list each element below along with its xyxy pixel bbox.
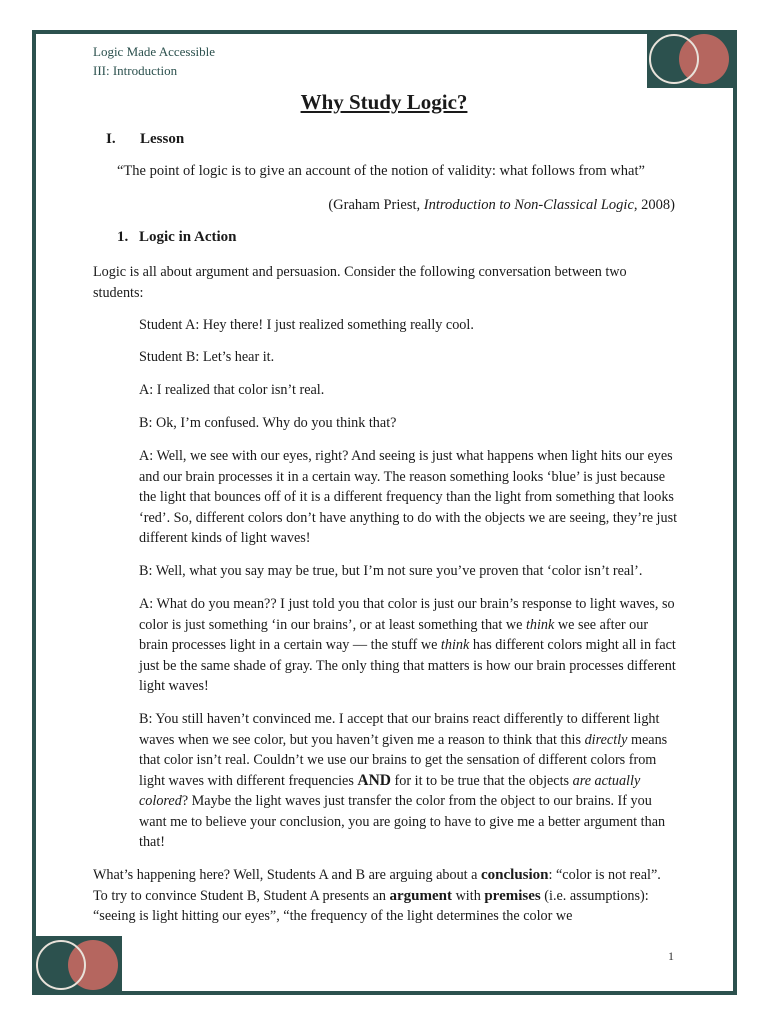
dialogue-line bbox=[139, 594, 679, 697]
emphasis: think bbox=[525, 616, 555, 633]
section-number: I. bbox=[106, 131, 116, 147]
text-run: means that color isn’t real. Couldn’t we use our brains to get the sensation of different colors from light waves with different frequencies bbox=[139, 731, 668, 789]
text-run: A: What do you mean?? I just told you that color is just our brain’s response to light waves, so color is just something ‘in our brains’, or at least something that we bbox=[139, 596, 675, 633]
text-run: B: You still haven’t convinced me. I accept that our brains react differently to different light waves when we see color, but you haven’t given me a reason to think that this bbox=[139, 711, 660, 748]
key-term: premises bbox=[484, 887, 541, 904]
header-book: Logic Made Accessible bbox=[93, 44, 216, 59]
epigraph-citation bbox=[328, 197, 675, 214]
circle-outline bbox=[36, 940, 86, 990]
text-run: with bbox=[452, 887, 485, 904]
text-run: for it to be true that the objects bbox=[390, 772, 573, 789]
dialogue-line: B: Well, what you say may be true, but I’m not sure you’ve proven that ‘color isn’t real’. bbox=[139, 563, 643, 579]
text-run: has different colors might all in fact just be the same shade of gray. The only thing that matters is how our brain processes different light waves! bbox=[139, 637, 676, 694]
epigraph-quote: “The point of logic is to give an account of the notion of validity: what follows from what” bbox=[117, 163, 645, 179]
subsection-heading bbox=[117, 229, 237, 246]
text-run: : “color is not real”. To try to convince Student B, Student A presents an bbox=[93, 867, 661, 904]
emphasis-strong: AND bbox=[357, 771, 391, 789]
page-number: 1 bbox=[668, 949, 674, 963]
citation-work: Introduction to Non-Classical Logic bbox=[423, 197, 634, 213]
section-heading bbox=[106, 131, 184, 148]
dialogue-line: B: Ok, I’m confused. Why do you think that? bbox=[139, 415, 397, 431]
subsection-number: 1. bbox=[117, 229, 129, 245]
running-header bbox=[93, 42, 215, 80]
page-title: Why Study Logic? bbox=[300, 90, 468, 114]
emphasis: directly bbox=[584, 731, 628, 748]
corner-decoration-bottom-left bbox=[32, 936, 122, 994]
header-chapter: III: Introduction bbox=[93, 63, 178, 78]
section-label: Lesson bbox=[140, 131, 185, 147]
text-run: What’s happening here? Well, Students A and B are arguing about a bbox=[93, 867, 481, 883]
corner-decoration-top-right bbox=[647, 30, 737, 88]
dialogue-line bbox=[139, 709, 679, 853]
intro-paragraph: Logic is all about argument and persuasion. Consider the following conversation between two students: bbox=[93, 264, 627, 301]
emphasis: think bbox=[440, 637, 470, 653]
text-run: (i.e. assumptions): “seeing is light hitting our eyes”, “the frequency of the light determines the color we bbox=[93, 887, 649, 924]
dialogue-line: Student B: Let’s hear it. bbox=[139, 349, 275, 365]
circle-outline bbox=[649, 34, 699, 84]
dialogue-line: Student A: Hey there! I just realized something really cool. bbox=[139, 317, 474, 333]
text-run: we see after our brain processes light in a certain way — the stuff we bbox=[139, 616, 649, 653]
text-run: ? Maybe the light waves just transfer the color from the object to our brains. If you want me to believe your conclusion, you are going to have to give me a better argument than that! bbox=[139, 793, 666, 850]
closing-paragraph bbox=[93, 865, 678, 927]
emphasis: are actually colored bbox=[139, 772, 641, 809]
key-term: conclusion bbox=[481, 867, 549, 883]
key-term: argument bbox=[389, 887, 453, 904]
dialogue-line: A: Well, we see with our eyes, right? And seeing is just what happens when light hits our eyes and our brain processes it in a certain way. The reason something looks ‘blue’ is just because the light that bounces off of it is a different frequency than the light from something that looks ‘red’. So, different colors don’t have anything to do with the objects we are seeing, they’re just different kinds of light waves! bbox=[139, 448, 678, 546]
citation-author: (Graham Priest, bbox=[328, 197, 424, 213]
citation-year: , 2008) bbox=[633, 197, 675, 213]
dialogue-line: A: I realized that color isn’t real. bbox=[139, 382, 325, 398]
subsection-label: Logic in Action bbox=[139, 229, 237, 245]
